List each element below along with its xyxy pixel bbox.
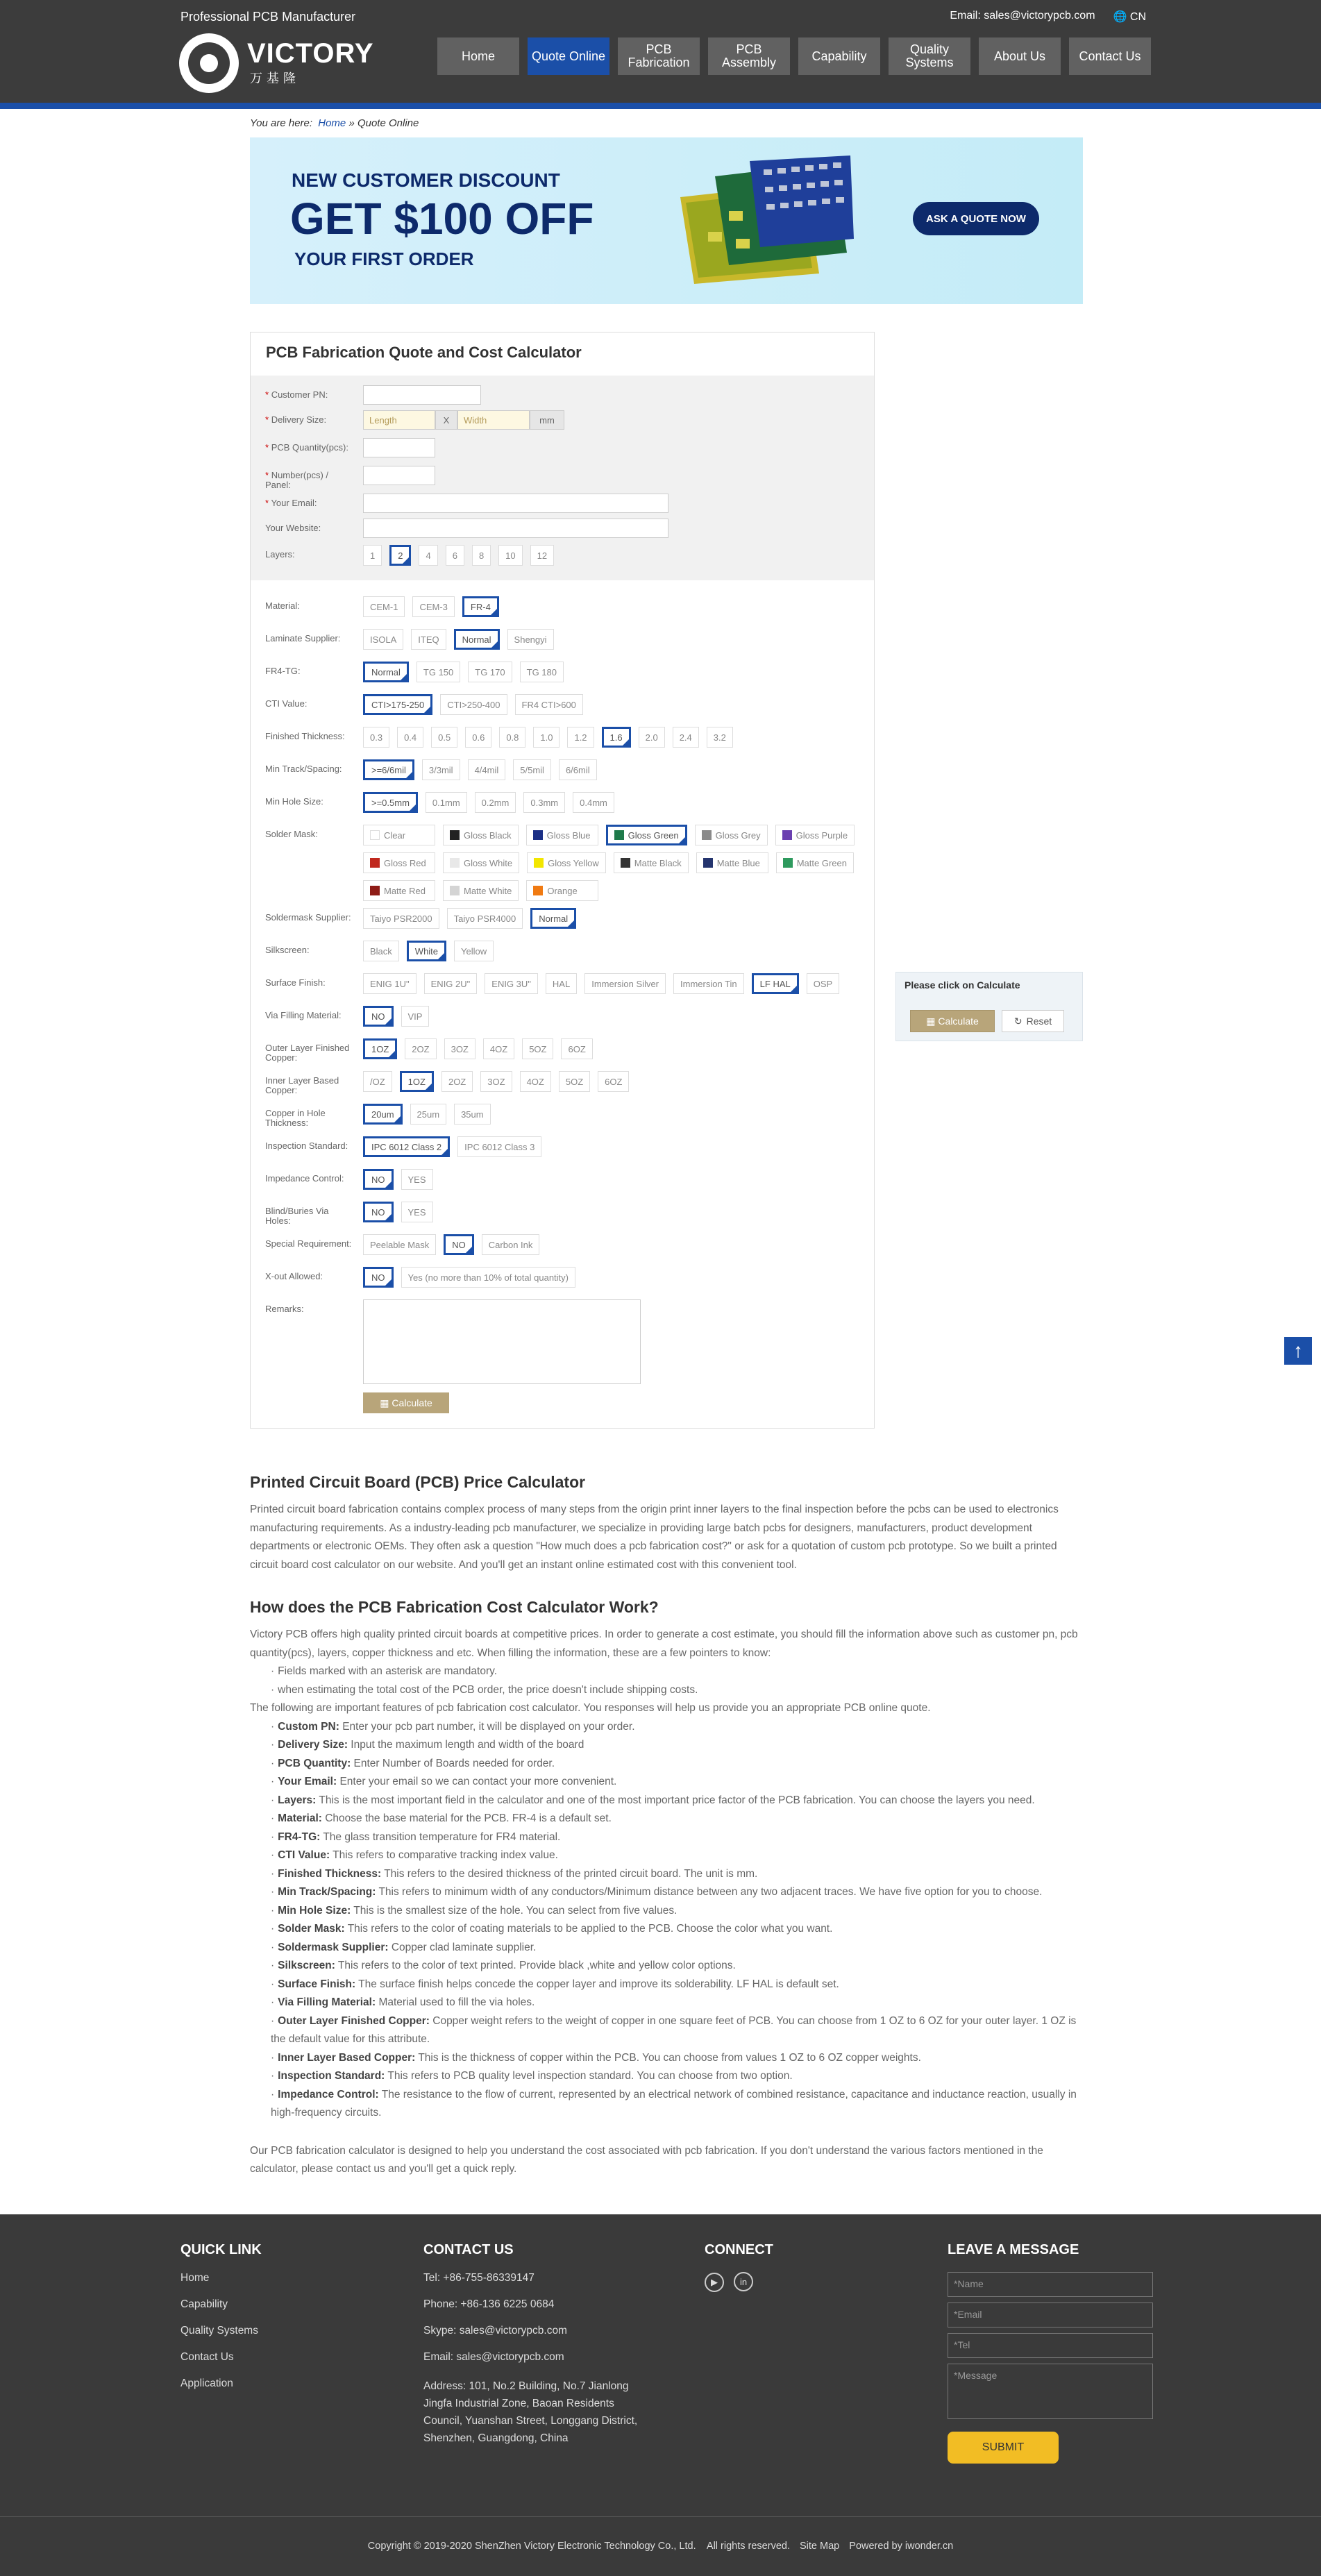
row-laminate: Laminate Supplier: ISOLA ITEQ Normal Shengyi — [251, 629, 874, 650]
option-surface[interactable]: Immersion Silver — [584, 973, 666, 994]
row-remarks: Remarks: — [251, 1299, 874, 1320]
list-item: · PCB Quantity: Enter Number of Boards needed for order. — [250, 1755, 1083, 1774]
footer-tel-input[interactable]: *Tel — [948, 2333, 1153, 2358]
color-swatch — [614, 830, 624, 840]
list-item: · Soldermask Supplier: Copper clad laminate supplier. — [250, 1939, 1083, 1958]
option-fr4tg[interactable]: Normal — [363, 662, 409, 682]
website-input[interactable] — [363, 519, 668, 538]
option-hole-copper[interactable]: 20um — [363, 1104, 403, 1125]
color-swatch — [783, 858, 793, 868]
breadcrumb-home[interactable]: Home — [318, 117, 346, 129]
article-paragraph-3: The following are important features of pcb fabrication cost calculator. You responses will help us provide you an appropriate PCB online quote. — [250, 1702, 931, 1714]
nav-quality-systems[interactable]: Quality Systems — [889, 37, 970, 75]
color-swatch — [621, 858, 630, 868]
row-cti: CTI Value: CTI>175-250 CTI>250-400 FR4 CTI>600 — [251, 694, 874, 715]
footer-link-application[interactable]: Application — [180, 2377, 233, 2389]
nav-pcb-assembly[interactable]: PCB Assembly — [708, 37, 790, 75]
row-inner: Inner Layer Based Copper: /OZ 1OZ 2OZ 3OZ 4OZ 5OZ 6OZ — [251, 1071, 874, 1092]
language-switch[interactable]: 🌐 CN — [1113, 11, 1146, 23]
email-input[interactable] — [363, 494, 668, 513]
option-soldermask[interactable]: Gloss Yellow — [527, 852, 606, 873]
option-thickness[interactable]: 1.0 — [533, 727, 559, 748]
footer-connect-title: CONNECT — [705, 2242, 773, 2257]
option-soldermask[interactable]: Matte White — [443, 880, 519, 901]
row-blind: Blind/Buries Via Holes: NO YES — [251, 1202, 874, 1222]
list-item: · Min Hole Size: This is the smallest size of the hole. You can select from five values. — [250, 1902, 1083, 1921]
option-xout[interactable]: Yes (no more than 10% of total quantity) — [401, 1267, 576, 1288]
color-swatch — [534, 858, 544, 868]
footer-submit-button[interactable]: SUBMIT — [948, 2432, 1059, 2464]
list-item: · Surface Finish: The surface finish helps concede the copper layer and improve its solderability. LF HAL is default set. — [250, 1976, 1083, 1994]
header-email[interactable]: Email: sales@victorypcb.com — [950, 10, 1095, 22]
quote-calculator — [250, 332, 875, 1429]
option-soldermask[interactable]: Matte Black — [614, 852, 689, 873]
calculate-result-box — [895, 972, 1083, 1041]
row-soldermask: Solder Mask: Clear Gloss Black Gloss Blue Gloss Green Gloss Grey Gloss Purple Gloss Red Gloss White Gloss Yellow Matte Black Matte Blue Matte Green Matte Red Matte White Orange — [251, 825, 874, 845]
length-input[interactable]: Length — [363, 410, 435, 430]
article-paragraph-4: Our PCB fabrication calculator is designed to help you understand the cost associated with pcb fabrication. If you don't understand the various factors mentioned in the calculator, please contact us and you'll get a quick reply. — [250, 2144, 1043, 2175]
option-silkscreen[interactable]: Black — [363, 941, 399, 961]
row-sm-supplier: Soldermask Supplier: Taiyo PSR2000 Taiyo PSR4000 Normal — [251, 908, 874, 929]
linkedin-icon[interactable]: in — [734, 2272, 753, 2291]
option-track[interactable]: 4/4mil — [468, 759, 506, 780]
option-special[interactable]: NO — [444, 1234, 474, 1255]
nav-pcb-fabrication[interactable]: PCB Fabrication — [618, 37, 700, 75]
banner-line-1: NEW CUSTOMER DISCOUNT — [292, 169, 560, 191]
color-swatch — [370, 858, 380, 868]
option-layers[interactable]: 10 — [498, 545, 522, 566]
list-item: · CTI Value: This refers to comparative tracking index value. — [250, 1846, 1083, 1865]
option-thickness[interactable]: 0.6 — [465, 727, 491, 748]
option-fr4tg[interactable]: TG 180 — [520, 662, 564, 682]
nav-about-us[interactable]: About Us — [979, 37, 1061, 75]
option-thickness[interactable]: 0.3 — [363, 727, 389, 748]
copyright — [0, 2541, 1321, 2552]
globe-icon: 🌐 — [1113, 11, 1130, 23]
side-calculate-button[interactable]: ▦ Calculate — [910, 1010, 995, 1032]
option-thickness[interactable]: 1.6 — [602, 727, 631, 748]
row-track: Min Track/Spacing: >=6/6mil 3/3mil 4/4mil 5/5mil 6/6mil — [251, 759, 874, 780]
breadcrumb-sep: » — [348, 117, 355, 129]
footer-link-quality[interactable]: Quality Systems — [180, 2325, 258, 2337]
option-hole-copper[interactable]: 25um — [410, 1104, 447, 1125]
option-inner[interactable]: 4OZ — [520, 1071, 551, 1092]
option-outer[interactable]: 6OZ — [561, 1038, 592, 1059]
powered-by-link[interactable]: Powered by iwonder.cn — [849, 2541, 954, 2552]
option-track[interactable]: 3/3mil — [422, 759, 460, 780]
option-inspection[interactable]: IPC 6012 Class 3 — [457, 1136, 541, 1157]
option-inner[interactable]: 1OZ — [400, 1071, 434, 1092]
breadcrumb-current: Quote Online — [357, 117, 419, 129]
list-item: · Your Email: Enter your email so we can contact your more convenient. — [250, 1773, 1083, 1792]
footer — [0, 2214, 1321, 2576]
option-laminate[interactable]: Shengyi — [507, 629, 554, 650]
logo-mark-icon — [179, 33, 239, 93]
panel-input[interactable] — [363, 466, 435, 485]
footer-email-input[interactable]: *Email — [948, 2303, 1153, 2327]
width-input[interactable]: Width — [457, 410, 530, 430]
footer-tel: Tel: +86-755-86339147 — [423, 2272, 535, 2284]
option-cti[interactable]: CTI>175-250 — [363, 694, 432, 715]
option-layers[interactable]: 6 — [446, 545, 464, 566]
option-cti[interactable]: FR4 CTI>600 — [515, 694, 583, 715]
row-special: Special Requirement: Peelable Mask NO Carbon Ink — [251, 1234, 874, 1255]
color-swatch — [450, 886, 460, 895]
footer-message-form — [948, 2242, 1153, 2464]
option-layers[interactable]: 2 — [389, 545, 411, 566]
pcb-boards-image — [666, 155, 854, 284]
option-fr4tg[interactable]: TG 170 — [468, 662, 512, 682]
calculator-icon: ▦ — [380, 1397, 389, 1408]
row-outer: Outer Layer Finished Copper: 1OZ 2OZ 3OZ 4OZ 5OZ 6OZ — [251, 1038, 874, 1059]
option-surface[interactable]: HAL — [546, 973, 577, 994]
option-soldermask[interactable]: Gloss White — [443, 852, 519, 873]
list-item: · Material: Choose the base material for the PCB. FR-4 is a default set. — [250, 1810, 1083, 1828]
list-item: · Inspection Standard: This refers to PCB quality level inspection standard. You can choose from two option. — [250, 2067, 1083, 2086]
color-swatch — [533, 886, 543, 895]
option-soldermask[interactable]: Orange — [526, 880, 598, 901]
option-surface[interactable]: LF HAL — [752, 973, 799, 994]
option-hole-copper[interactable]: 35um — [454, 1104, 491, 1125]
article-paragraph-2: Victory PCB offers high quality printed circuit boards at competitive prices. In order to generate a cost estimate, you should fill the information above such as customer pn, pcb quantity(pcs), layers, copper thickness and etc. When filling the information, these are a few pointers to know: — [250, 1628, 1078, 1659]
option-thickness[interactable]: 2.0 — [639, 727, 665, 748]
option-soldermask[interactable]: Gloss Blue — [526, 825, 598, 845]
row-surface: Surface Finish: ENIG 1U" ENIG 2U" ENIG 3U" HAL Immersion Silver Immersion Tin LF HAL OSP — [251, 973, 874, 994]
nav-quote-online[interactable]: Quote Online — [528, 37, 609, 75]
option-outer[interactable]: 3OZ — [444, 1038, 476, 1059]
color-swatch — [370, 886, 380, 895]
option-track[interactable]: 5/5mil — [513, 759, 551, 780]
option-sm-supplier[interactable]: Normal — [530, 908, 576, 929]
option-soldermask[interactable]: Matte Blue — [696, 852, 768, 873]
row-email: * Your Email: — [251, 494, 874, 514]
option-outer[interactable]: 5OZ — [522, 1038, 553, 1059]
option-layers[interactable]: 4 — [419, 545, 437, 566]
option-special[interactable]: Carbon Ink — [482, 1234, 540, 1255]
footer-name-input[interactable]: *Name — [948, 2272, 1153, 2297]
option-inner[interactable]: 6OZ — [598, 1071, 629, 1092]
color-swatch — [702, 830, 712, 840]
option-material[interactable]: FR-4 — [462, 596, 499, 617]
result-box-title: Please click on Calculate — [904, 979, 1020, 991]
header-contact — [950, 10, 1146, 24]
row-quantity: * PCB Quantity(pcs): — [251, 438, 874, 459]
list-item: · Inner Layer Based Copper: This is the thickness of copper within the PCB. You can choose from values 1 OZ to 6 OZ copper weights. — [250, 2049, 1083, 2068]
option-xout[interactable]: NO — [363, 1267, 394, 1288]
option-surface[interactable]: Immersion Tin — [673, 973, 744, 994]
option-layers[interactable]: 8 — [472, 545, 491, 566]
breadcrumb — [250, 117, 419, 129]
row-silkscreen: Silkscreen: Black White Yellow — [251, 941, 874, 961]
list-item: · Solder Mask: This refers to the color of coating materials to be applied to the PCB. Choose the color what you want. — [250, 1920, 1083, 1939]
refresh-icon: ↻ — [1013, 1015, 1023, 1027]
main-nav — [437, 37, 1151, 75]
option-fr4tg[interactable]: TG 150 — [417, 662, 460, 682]
option-silkscreen[interactable]: Yellow — [454, 941, 494, 961]
option-thickness[interactable]: 0.4 — [397, 727, 423, 748]
option-thickness[interactable]: 3.2 — [707, 727, 733, 748]
list-item: · Min Track/Spacing: This refers to minimum width of any conductors/Minimum distance between any two adjacent traces. We have five option for you to choose. — [250, 1883, 1083, 1902]
option-cti[interactable]: CTI>250-400 — [440, 694, 507, 715]
footer-quick-title: QUICK LINK — [180, 2242, 262, 2257]
row-impedance: Impedance Control: NO YES — [251, 1169, 874, 1190]
option-surface[interactable]: OSP — [807, 973, 839, 994]
ask-quote-button[interactable]: ASK A QUOTE NOW — [913, 202, 1039, 235]
row-hole: Min Hole Size: >=0.5mm 0.1mm 0.2mm 0.3mm 0.4mm — [251, 792, 874, 813]
banner-line-2: GET $100 OFF — [290, 194, 594, 244]
list-item: · Silkscreen: This refers to the color of text printed. Provide black ,white and yellow color options. — [250, 1957, 1083, 1976]
tagline: Professional PCB Manufacturer — [180, 10, 356, 24]
footer-connect — [705, 2242, 773, 2292]
row-delivery-size: * Delivery Size: Length X Width mm — [251, 410, 874, 431]
footer-message-title: LEAVE A MESSAGE — [948, 2242, 1079, 2257]
logo[interactable] — [179, 33, 374, 93]
calculator-title: PCB Fabrication Quote and Cost Calculator — [266, 344, 582, 361]
customer-pn-input[interactable] — [363, 385, 481, 405]
article-paragraph-1: Printed circuit board fabrication contains complex process of many steps from the origin print inner layers to the final inspection before the pcbs can be used to electronics manufacturing requirements. As a industry-leading pcb manufacturer, we specialize in providing large batch pcbs for designers, manufacturers, product development departments or electronic OEMs. They often ask a question "How much does a pcb fabrication cost?" or ask for a quotation of custom pcb prototype. So we built a printed circuit board cost calculator on our website. And you'll get an instant online estimated cost with this convenient tool. — [250, 1504, 1059, 1571]
header-accent-bar — [0, 103, 1321, 109]
row-layers: Layers: 1 2 4 6 8 10 12 — [251, 545, 874, 566]
list-item: · Layers: This is the most important field in the calculator and one of the most important price factor of the PCB fabrication. You can choose the layers you need. — [250, 1792, 1083, 1810]
article — [250, 1470, 1083, 2179]
footer-email[interactable]: Email: sales@victorypcb.com — [423, 2351, 564, 2363]
calculator-icon: ▦ — [926, 1015, 936, 1027]
color-swatch — [703, 858, 713, 868]
list-item: · Outer Layer Finished Copper: Copper weight refers to the weight of copper in one square feet of PCB. You can choose from 1 OZ to 6 OZ for your outer layer. 1 OZ is the default value for this attribute. — [250, 2012, 1083, 2049]
option-surface[interactable]: ENIG 1U" — [363, 973, 417, 994]
row-panel: * Number(pcs) / Panel: — [251, 466, 874, 487]
header — [0, 0, 1321, 103]
option-inner[interactable]: 5OZ — [559, 1071, 590, 1092]
option-inner[interactable]: 2OZ — [441, 1071, 473, 1092]
promo-banner[interactable] — [250, 137, 1083, 304]
option-layers[interactable]: 12 — [530, 545, 554, 566]
remarks-textarea[interactable] — [363, 1299, 641, 1384]
option-blind[interactable]: NO — [363, 1202, 394, 1222]
option-impedance[interactable]: YES — [401, 1169, 433, 1190]
row-material: Material: CEM-1 CEM-3 FR-4 — [251, 596, 874, 617]
row-website: Your Website: — [251, 519, 874, 539]
option-track[interactable]: 6/6mil — [559, 759, 597, 780]
option-soldermask[interactable]: Matte Green — [776, 852, 854, 873]
copyright-text: Copyright © 2019-2020 ShenZhen Victory Electronic Technology Co., Ltd. All rights reserved. — [367, 2541, 790, 2552]
option-soldermask[interactable]: Gloss Black — [443, 825, 519, 845]
footer-quick-links — [180, 2242, 262, 2404]
option-hole[interactable]: 0.2mm — [475, 792, 516, 813]
option-inner[interactable]: 3OZ — [480, 1071, 512, 1092]
option-material[interactable]: CEM-3 — [412, 596, 454, 617]
list-item: · Delivery Size: Input the maximum length and width of the board — [250, 1736, 1083, 1755]
footer-contact — [423, 2242, 653, 2447]
arrow-up-icon: ↑ — [1293, 1340, 1303, 1361]
nav-home[interactable]: Home — [437, 37, 519, 75]
footer-divider — [0, 2516, 1321, 2517]
size-separator: X — [435, 410, 457, 430]
list-item: · when estimating the total cost of the PCB order, the price doesn't include shipping costs. — [250, 1681, 1083, 1700]
option-laminate[interactable]: ITEQ — [411, 629, 446, 650]
option-outer[interactable]: 4OZ — [483, 1038, 514, 1059]
footer-address: Address: 101, No.2 Building, No.7 Jianlong Jingfa Industrial Zone, Baoan Residents Council, Yuanshan Street, Longgang District, Shenzhen, Guangdong, China — [423, 2380, 638, 2444]
row-xout: X-out Allowed: NO Yes (no more than 10% of total quantity) — [251, 1267, 874, 1288]
color-swatch — [450, 830, 460, 840]
quantity-input[interactable] — [363, 438, 435, 457]
option-surface[interactable]: ENIG 2U" — [424, 973, 478, 994]
option-inspection[interactable]: IPC 6012 Class 2 — [363, 1136, 450, 1157]
logo-cn: 万基隆 — [250, 71, 300, 85]
option-silkscreen[interactable]: White — [407, 941, 446, 961]
footer-link-capability[interactable]: Capability — [180, 2298, 228, 2310]
color-swatch — [450, 858, 460, 868]
banner-line-3: YOUR FIRST ORDER — [294, 249, 474, 269]
option-soldermask[interactable]: Gloss Grey — [695, 825, 768, 845]
option-thickness[interactable]: 2.4 — [673, 727, 699, 748]
option-soldermask[interactable]: Gloss Purple — [775, 825, 855, 845]
option-outer[interactable]: 2OZ — [405, 1038, 436, 1059]
color-swatch — [782, 830, 792, 840]
option-inner[interactable]: /OZ — [363, 1071, 392, 1092]
footer-message-input[interactable]: *Message — [948, 2364, 1153, 2419]
option-hole[interactable]: 0.3mm — [523, 792, 565, 813]
color-swatch — [533, 830, 543, 840]
list-item: · Fields marked with an asterisk are mandatory. — [250, 1662, 1083, 1681]
option-hole[interactable]: 0.4mm — [573, 792, 614, 813]
option-via[interactable]: VIP — [401, 1006, 430, 1027]
row-fr4tg: FR4-TG: Normal TG 150 TG 170 TG 180 — [251, 662, 874, 682]
option-laminate[interactable]: ISOLA — [363, 629, 403, 650]
list-item: · Finished Thickness: This refers to the desired thickness of the printed circuit board. The unit is mm. — [250, 1865, 1083, 1884]
article-heading-1: Printed Circuit Board (PCB) Price Calculator — [250, 1473, 586, 1491]
option-thickness[interactable]: 0.5 — [431, 727, 457, 748]
sitemap-link[interactable]: Site Map — [800, 2541, 840, 2552]
option-material[interactable]: CEM-1 — [363, 596, 405, 617]
list-item: · FR4-TG: The glass transition temperature for FR4 material. — [250, 1828, 1083, 1847]
option-impedance[interactable]: NO — [363, 1169, 394, 1190]
article-heading-2: How does the PCB Fabrication Cost Calculator Work? — [250, 1598, 659, 1616]
feature-list — [250, 1718, 1083, 2123]
breadcrumb-prefix: You are here: — [250, 117, 313, 129]
size-unit: mm — [530, 410, 564, 430]
nav-contact-us[interactable]: Contact Us — [1069, 37, 1151, 75]
youtube-icon[interactable]: ▶ — [705, 2273, 724, 2292]
option-soldermask[interactable]: Gloss Green — [606, 825, 687, 845]
back-to-top-button[interactable] — [1284, 1337, 1312, 1365]
option-track[interactable]: >=6/6mil — [363, 759, 414, 780]
list-item: · Via Filling Material: Material used to fill the via holes. — [250, 1994, 1083, 2012]
reset-button[interactable]: ↻ Reset — [1002, 1010, 1064, 1032]
option-hole[interactable]: >=0.5mm — [363, 792, 418, 813]
row-hole-copper: Copper in Hole Thickness: 20um 25um 35um — [251, 1104, 874, 1125]
footer-link-home[interactable]: Home — [180, 2272, 210, 2284]
list-item: · Custom PN: Enter your pcb part number, it will be displayed on your order. — [250, 1718, 1083, 1737]
option-blind[interactable]: YES — [401, 1202, 433, 1222]
option-hole[interactable]: 0.1mm — [426, 792, 467, 813]
list-item: · Impedance Control: The resistance to the flow of current, represented by an electrical network of combined resistance, capacitance and inductance reaction, usually in high-frequency circuits. — [250, 2086, 1083, 2123]
option-outer[interactable]: 1OZ — [363, 1038, 397, 1059]
footer-phone: Phone: +86-136 6225 0684 — [423, 2298, 555, 2310]
footer-skype: Skype: sales@victorypcb.com — [423, 2325, 567, 2337]
option-thickness[interactable]: 0.8 — [499, 727, 525, 748]
option-sm-supplier[interactable]: Taiyo PSR2000 — [363, 908, 439, 929]
option-special[interactable]: Peelable Mask — [363, 1234, 436, 1255]
logo-name: VICTORY — [247, 38, 374, 69]
nav-capability[interactable]: Capability — [798, 37, 880, 75]
option-soldermask[interactable]: Clear — [363, 825, 435, 845]
option-soldermask[interactable]: Gloss Red — [363, 852, 435, 873]
option-sm-supplier[interactable]: Taiyo PSR4000 — [447, 908, 523, 929]
option-layers[interactable]: 1 — [363, 545, 382, 566]
footer-contact-title: CONTACT US — [423, 2242, 514, 2257]
option-surface[interactable]: ENIG 3U" — [485, 973, 538, 994]
row-via: Via Filling Material: NO VIP — [251, 1006, 874, 1027]
option-thickness[interactable]: 1.2 — [567, 727, 594, 748]
calculate-button[interactable]: ▦ Calculate — [363, 1392, 449, 1413]
row-customer-pn: * Customer PN: — [251, 385, 874, 406]
row-inspection: Inspection Standard: IPC 6012 Class 2 IPC 6012 Class 3 — [251, 1136, 874, 1157]
row-thickness: Finished Thickness: 0.3 0.4 0.5 0.6 0.8 1.0 1.2 1.6 2.0 2.4 3.2 — [251, 727, 874, 748]
footer-link-contact[interactable]: Contact Us — [180, 2351, 234, 2363]
option-soldermask[interactable]: Matte Red — [363, 880, 435, 901]
color-swatch — [370, 830, 380, 840]
option-laminate[interactable]: Normal — [454, 629, 500, 650]
option-via[interactable]: NO — [363, 1006, 394, 1027]
